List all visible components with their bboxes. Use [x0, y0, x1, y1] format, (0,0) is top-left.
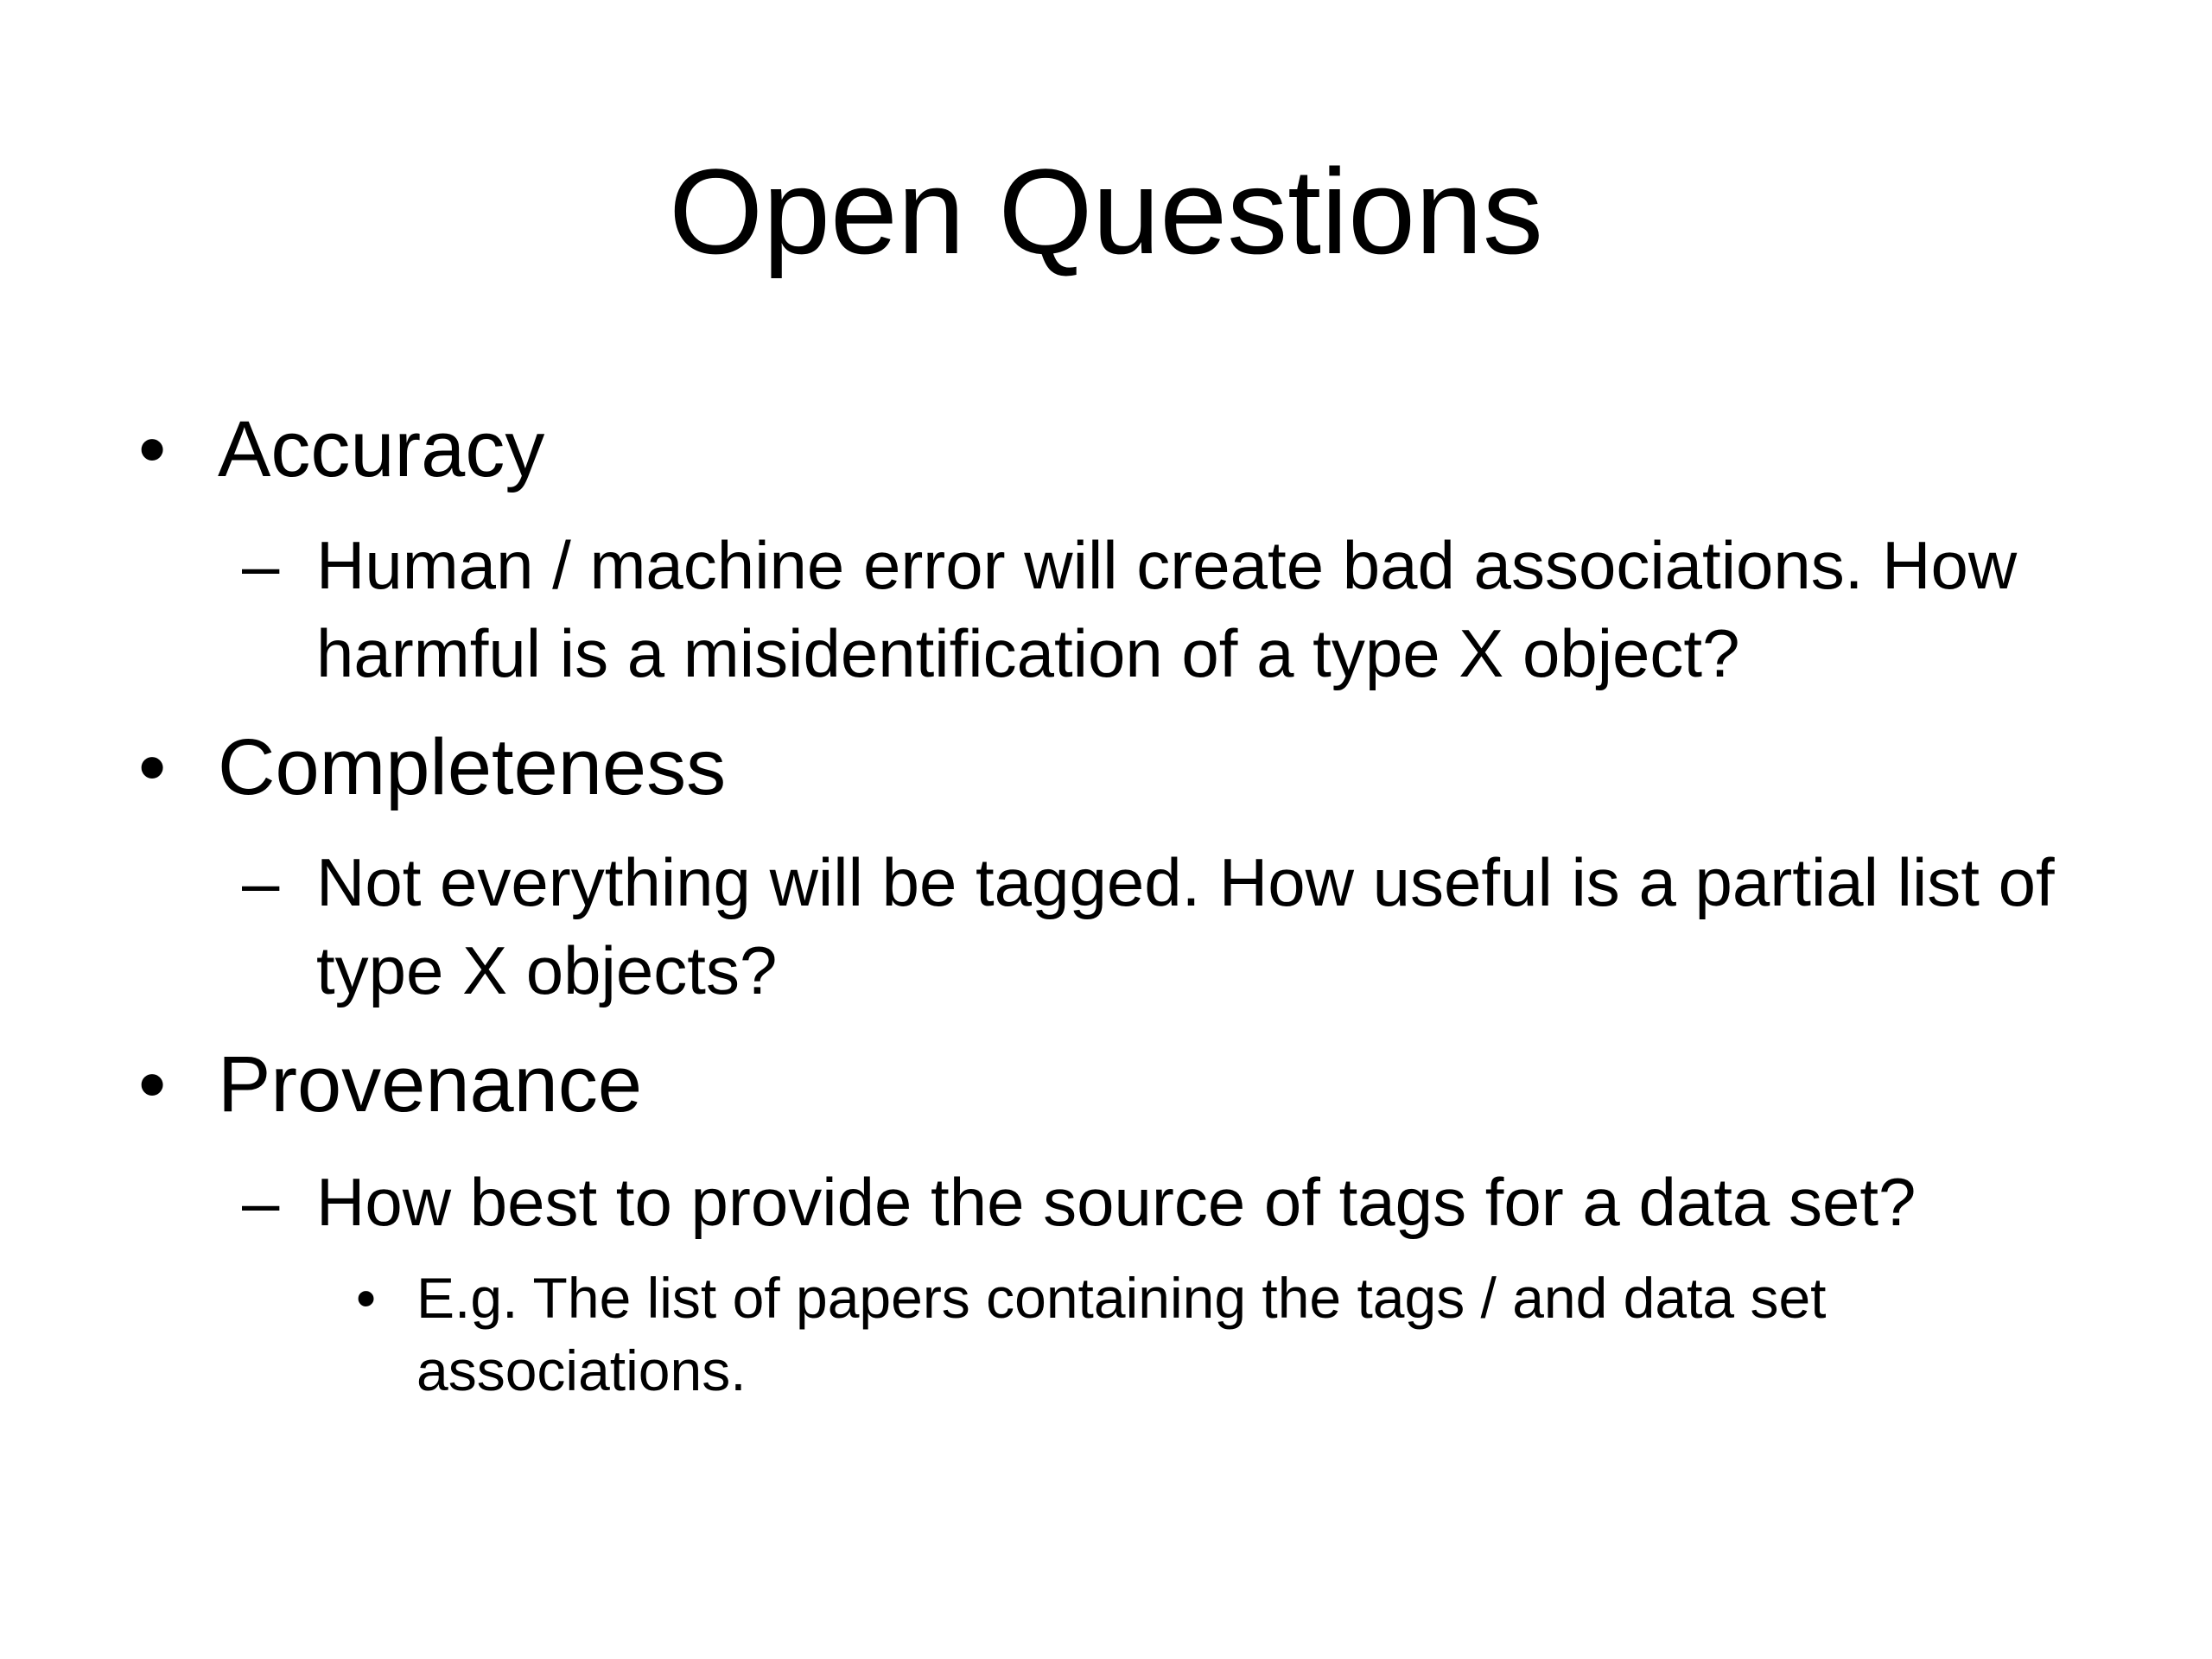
dash-marker: –: [242, 844, 280, 920]
bullet-marker: •: [356, 1266, 377, 1330]
bullet-marker: •: [138, 1040, 167, 1128]
bullet-marker: •: [138, 723, 167, 811]
dash-marker: –: [242, 1164, 280, 1240]
slide-title: Open Questions: [669, 143, 1543, 279]
sub-bullet-text-completeness: Not everything will be tagged. How useful is a partial list of type X objects?: [316, 844, 2055, 1008]
sub-sub-bullet-text-provenance: E.g. The list of papers containing the tags / and data set associations.: [416, 1266, 1827, 1402]
bullet-label-accuracy: Accuracy: [218, 405, 545, 493]
dash-marker: –: [242, 527, 280, 603]
sub-bullet-text-provenance: How best to provide the source of tags for a data set?: [316, 1164, 1916, 1240]
sub-bullet-text-accuracy: Human / machine error will create bad associations. How harmful is a misidentification of a type X object?: [316, 527, 2018, 691]
bullet-label-provenance: Provenance: [218, 1040, 642, 1128]
bullet-marker: •: [138, 405, 167, 493]
bullet-label-completeness: Completeness: [218, 723, 727, 811]
